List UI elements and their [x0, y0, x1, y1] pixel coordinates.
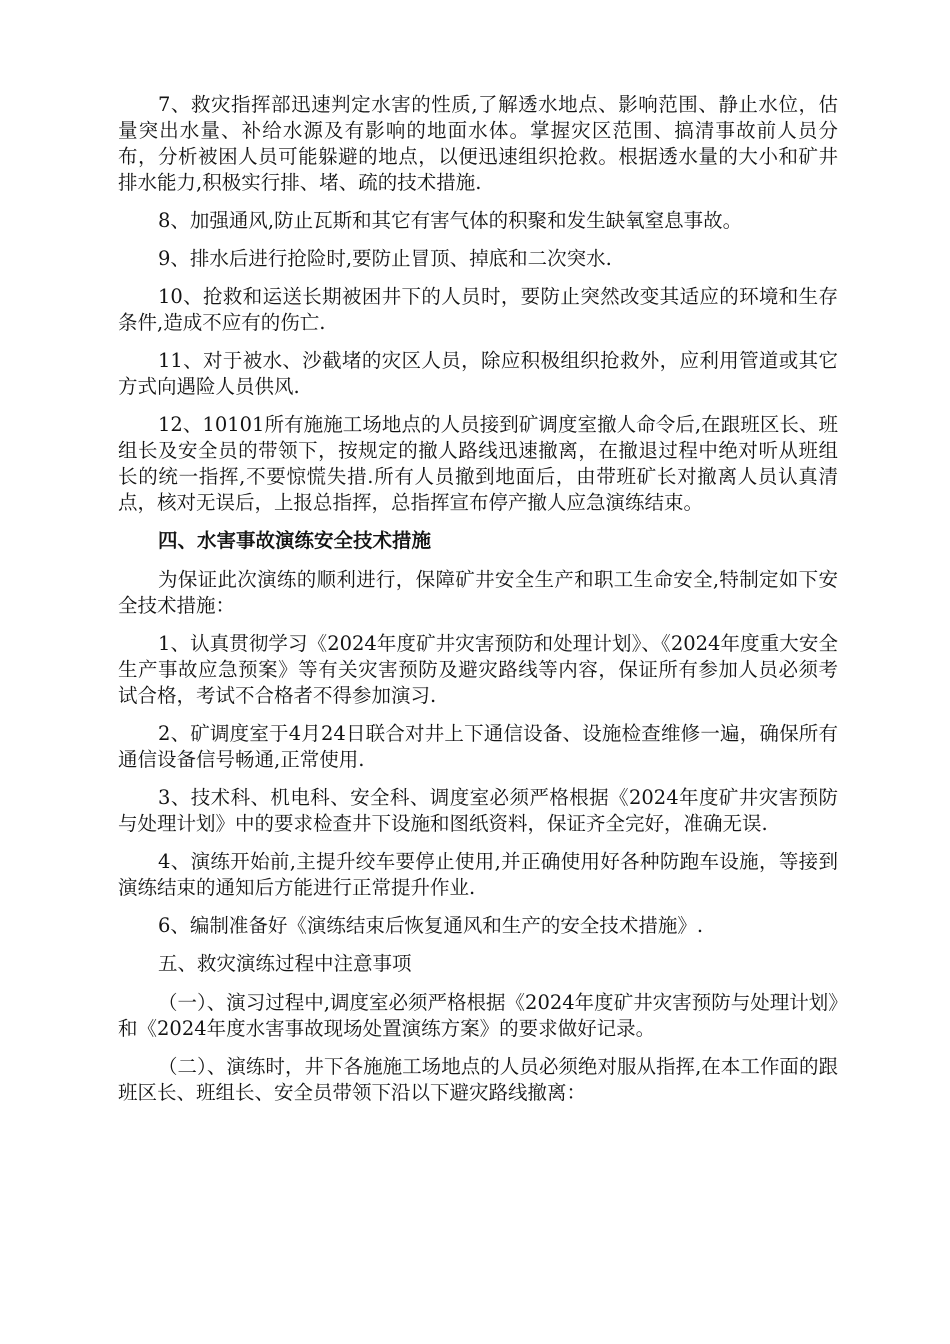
paragraph-item-9: 9、排水后进行抢险时,要防止冒顶、掉底和二次突水.	[158, 247, 612, 270]
measure-item-3: 3、技术科、机电科、安全科、调度室必须严格根据《2024年度矿井灾害预防与处理计划》中的要求检查井下设施和图纸资料，保证齐全完好，准确无误.	[118, 786, 838, 835]
notice-item-1: （一）、演习过程中,调度室必须严格根据《2024年度矿井灾害预防与处理计划》和《2024年度水害事故现场处置演练方案》的要求做好记录。	[118, 991, 838, 1040]
notice-item-2: （二）、演练时，井下各施施工场地点的人员必须绝对服从指挥,在本工作面的跟班区长、班组长、安全员带领下沿以下避灾路线撤离：	[118, 1055, 838, 1104]
measure-item-4: 4、演练开始前,主提升绞车要停止使用,并正确使用好各种防跑车设施，等接到演练结束的通知后方能进行正常提升作业.	[118, 850, 838, 899]
paragraph-item-12: 12、10101所有施施工场地点的人员接到矿调度室撤人命令后,在跟班区长、班组长及安全员的带领下，按规定的撤人路线迅速撤离，在撤退过程中绝对听从班组长的统一指挥,不要惊慌失措.所有人员撤到地面后，由带班矿长对撤离人员认真清点，核对无误后，上报总指挥，总指挥宣布停产撤人应急演练结束。	[118, 413, 838, 514]
section-four-intro: 为保证此次演练的顺利进行，保障矿井安全生产和职工生命安全,特制定如下安全技术措施：	[118, 568, 838, 617]
paragraph-item-10: 10、抢救和运送长期被困井下的人员时，要防止突然改变其适应的环境和生存条件,造成不应有的伤亡.	[118, 285, 838, 334]
measure-item-2: 2、矿调度室于4月24日联合对井上下通信设备、设施检查维修一遍，确保所有通信设备信号畅通,正常使用.	[118, 722, 838, 771]
document-body	[118, 92, 838, 1118]
measure-item-1: 1、认真贯彻学习《2024年度矿井灾害预防和处理计划》、《2024年度重大安全生产事故应急预案》等有关灾害预防及避灾路线等内容，保证所有参加人员必须考试合格，考试不合格者不得参加演习.	[118, 632, 838, 707]
paragraph-item-7: 7、救灾指挥部迅速判定水害的性质,了解透水地点、影响范围、静止水位，估量突出水量、补给水源及有影响的地面水体。掌握灾区范围、搞清事故前人员分布，分析被困人员可能躲避的地点，以便迅速组织抢救。根据透水量的大小和矿井排水能力,积极实行排、堵、疏的技术措施.	[118, 93, 838, 194]
measure-item-6: 6、编制准备好《演练结束后恢复通风和生产的安全技术措施》.	[158, 914, 704, 937]
paragraph-item-11: 11、对于被水、沙截堵的灾区人员，除应积极组织抢救外，应利用管道或其它方式向遇险人员供风.	[118, 349, 838, 398]
section-heading-four: 四、水害事故演练安全技术措施	[158, 529, 432, 552]
section-heading-five: 五、救灾演练过程中注意事项	[158, 952, 412, 975]
paragraph-item-8: 8、加强通风,防止瓦斯和其它有害气体的积聚和发生缺氧窒息事故。	[158, 209, 743, 232]
